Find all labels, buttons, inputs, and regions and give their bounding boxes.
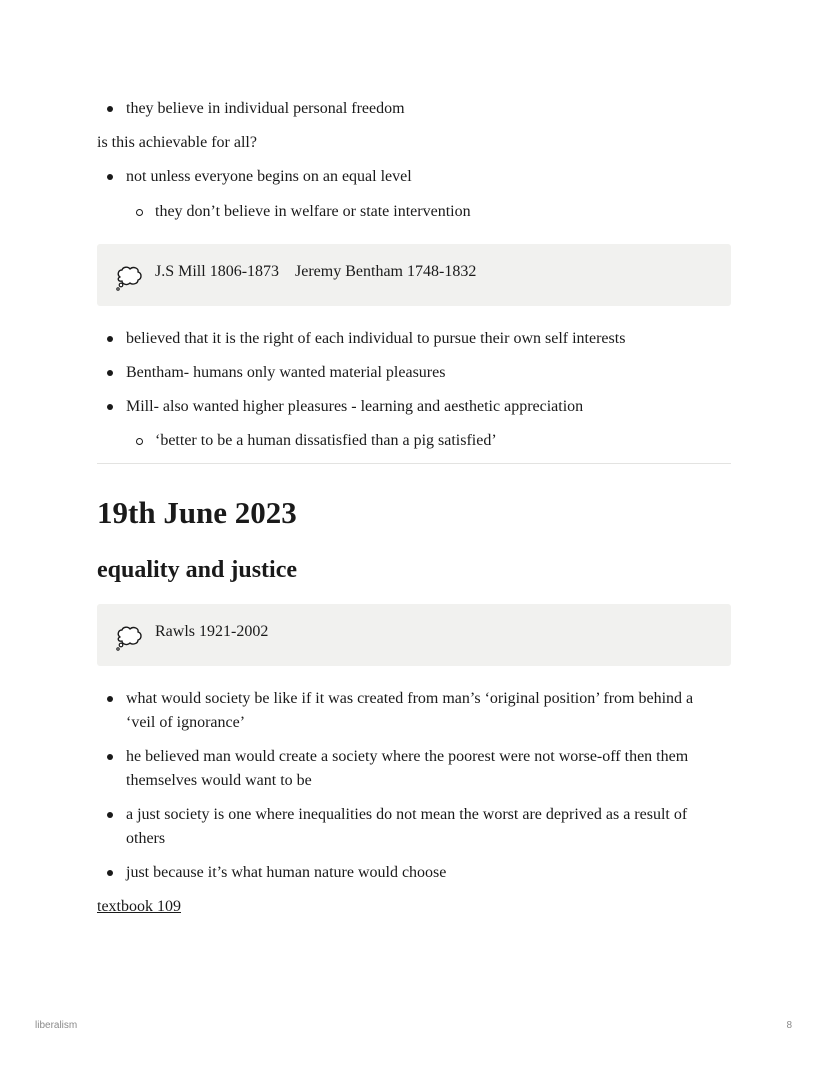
- divider: [97, 463, 731, 464]
- list-item: just because it’s what human nature would choose: [126, 861, 446, 885]
- section-heading: equality and justice: [97, 557, 298, 583]
- list-item: not unless everyone begins on an equal level: [126, 165, 412, 189]
- list-item: they believe in individual personal freedom: [126, 97, 405, 121]
- list-item: believed that it is the right of each individual to pursue their own self interests: [126, 327, 625, 351]
- sub-list-item: they don’t believe in welfare or state intervention: [155, 200, 471, 224]
- thought-bubble-icon: [114, 263, 144, 293]
- callout-text: Rawls 1921-2002: [155, 623, 269, 640]
- thought-bubble-icon: [114, 623, 144, 653]
- callout-block: [97, 604, 731, 666]
- sub-list-item: ‘better to be a human dissatisfied than a pig satisfied’: [155, 429, 497, 453]
- callout-text: J.S Mill 1806-1873 Jeremy Bentham 1748-1832: [155, 263, 477, 280]
- textbook-reference-link[interactable]: textbook 109: [97, 898, 181, 915]
- callout-block: [97, 244, 731, 306]
- list-item: a just society is one where inequalities do not mean the worst are deprived as a result of others: [126, 803, 726, 851]
- entry-date-heading: 19th June 2023: [97, 495, 297, 530]
- footer-page-number: 8: [786, 1020, 792, 1031]
- list-item: what would society be like if it was created from man’s ‘original position’ from behind a ‘veil of ignorance’: [126, 687, 726, 735]
- list-item: Mill- also wanted higher pleasures - learning and aesthetic appreciation: [126, 395, 583, 419]
- question-text: is this achievable for all?: [97, 134, 257, 151]
- footer-doc-title: liberalism: [35, 1020, 78, 1031]
- list-item: Bentham- humans only wanted material pleasures: [126, 361, 445, 385]
- list-item: he believed man would create a society where the poorest were not worse-off then them themselves would want to be: [126, 745, 726, 793]
